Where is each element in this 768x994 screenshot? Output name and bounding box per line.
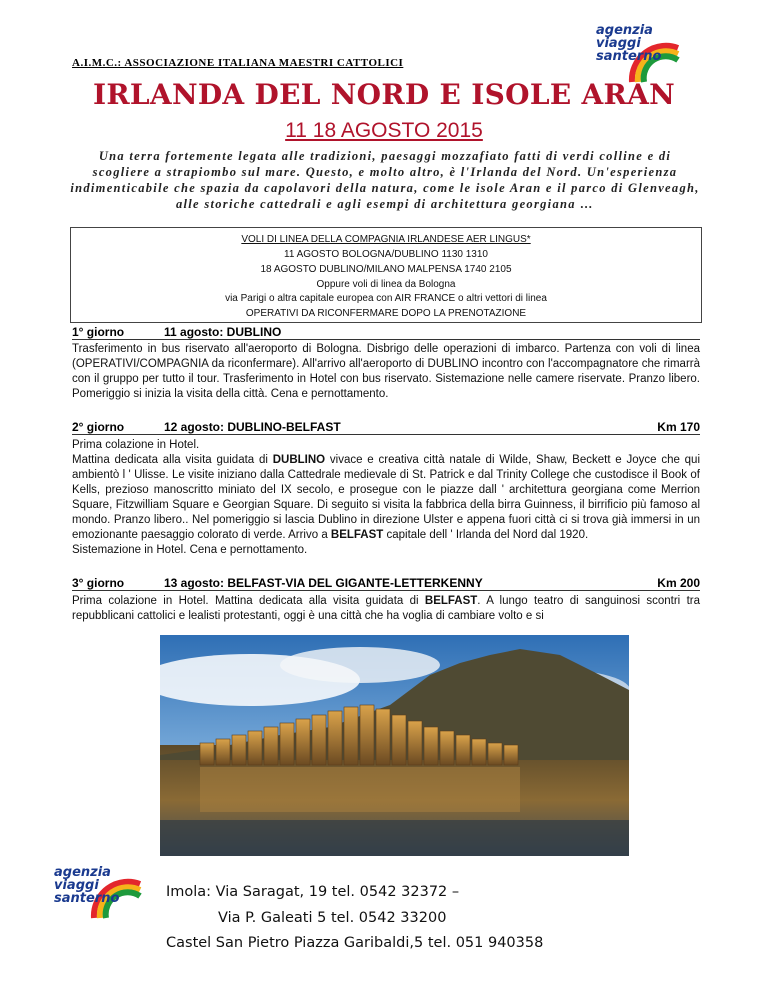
day-paragraph: Mattina dedicata alla visita guidata di DUBLINO vivace e creativa città natale di Wilde, Shaw, Beckett e Joyce che qui ambientò l ' Ulisse. Le visite iniziano dalla Cattedrale medievale di St. Patrick e dal Trinity College che custodisce il Book of Kells, prezioso manoscritto miniato del IX secolo, e prosegue con le piazze dall ' architettura georgiana come Merrion Square, Fitzwilliam Square e Georgian Square. Di seguito si visita la fabbrica della birra Guinness, il birrificio più famoso al mondo. Pranzo libero.. Nel pomeriggio si lascia Dublino in direzione Ulster e appena fuori città ci si trova già immersi in un emozionante paesaggio colorato di verde. Arrivo a BELFAST capitale dell ' Irlanda del Nord dal 1920. — [72, 454, 701, 541]
flights-line: 18 AGOSTO DUBLINO/MILANO MALPENSA 1740 2105 — [260, 264, 512, 275]
giants-causeway-photo — [160, 635, 629, 856]
footer-address: Via P. Galeati 5 tel. 0542 33200 — [218, 910, 447, 926]
page-title: IRLANDA DEL NORD E ISOLE ARAN — [92, 78, 676, 111]
flights-line: VOLI DI LINEA DELLA COMPAGNIA IRLANDESE AER LINGUS* — [241, 234, 531, 245]
flights-line: OPERATIVI DA RICONFERMARE DOPO LA PRENOTAZIONE — [245, 308, 527, 319]
day-number: 3° giorno — [72, 576, 125, 590]
day-date: 13 agosto: BELFAST-VIA DEL GIGANTE-LETTERKENNY — [164, 576, 483, 590]
logo-text: agenzia — [596, 23, 653, 38]
flights-line: via Parigi o altra capitale europea con AIR FRANCE o altri vettori di linea — [225, 293, 547, 304]
logo-text: santerno — [596, 49, 662, 64]
day-header — [72, 576, 700, 591]
day-date: 12 agosto: DUBLINO-BELFAST — [164, 420, 341, 434]
footer-address: Imola: Via Saragat, 19 tel. 0542 32372 – — [166, 884, 460, 900]
day-paragraph: Sistemazione in Hotel. Cena e pernottamento. — [72, 544, 308, 556]
day-distance: Km 200 — [657, 576, 700, 590]
logo-text: agenzia — [54, 865, 111, 880]
day-description: Prima colazione in Hotel. Mattina dedicata alla visita guidata di BELFAST. A lungo teatro di sanguinosi scontri tra repubblicani cattolici e lealisti protestanti, oggi è una città che ha voglia di cambiare volto e si — [72, 595, 700, 622]
trip-dates: 11 18 AGOSTO 2015 — [285, 119, 483, 142]
flights-line: 11 AGOSTO BOLOGNA/DUBLINO 1130 1310 — [284, 249, 488, 260]
day-date: 11 agosto: DUBLINO — [164, 325, 282, 339]
footer-address: Castel San Pietro Piazza Garibaldi,5 tel. 051 940358 — [166, 935, 544, 951]
day-number: 1° giorno — [72, 325, 125, 339]
logo-text: viaggi — [54, 878, 99, 893]
day-header — [72, 325, 700, 340]
flights-box — [70, 227, 702, 323]
day-paragraph: Prima colazione in Hotel. — [72, 439, 200, 451]
day-distance: Km 170 — [657, 420, 700, 434]
logo-text: viaggi — [596, 36, 641, 51]
organization-name: A.I.M.C.: ASSOCIAZIONE ITALIANA MAESTRI CATTOLICI — [72, 57, 404, 69]
day-number: 2° giorno — [72, 420, 125, 434]
logo-text: santerno — [54, 891, 120, 906]
intro-text: Una terra fortemente legata alle tradizioni, paesaggi mozzafiato fatti di verdi colline e di scogliere a strapiombo sul mare. Questo, e molto altro, è l'Irlanda del Nord. Un'esperienza indimenticabile che spazia da capolavori della natura, come le isole Aran e il parco di Glenveagh, alle storiche cattedrali e agli esempi di architettura georgiana … — [70, 149, 700, 211]
day-header — [72, 420, 700, 435]
flights-line: Oppure voli di linea da Bologna — [316, 279, 456, 290]
day-description: Trasferimento in bus riservato all'aeroporto di Bologna. Disbrigo delle operazioni di imbarco. Partenza con voli di linea (OPERATIVI/COMPAGNIA da riconfermare). All'arrivo all'aeroporto di DUBLINO incontro con l'accompagnatore che rimarrà con il gruppo per tutto il tour. Trasferimento in Hotel con bus riservato. Sistemazione nelle camere riservate. Pranzo libero. Pomeriggio si inizia la visita della città. Cena e pernottamento. — [72, 343, 700, 400]
day-description — [72, 438, 700, 558]
